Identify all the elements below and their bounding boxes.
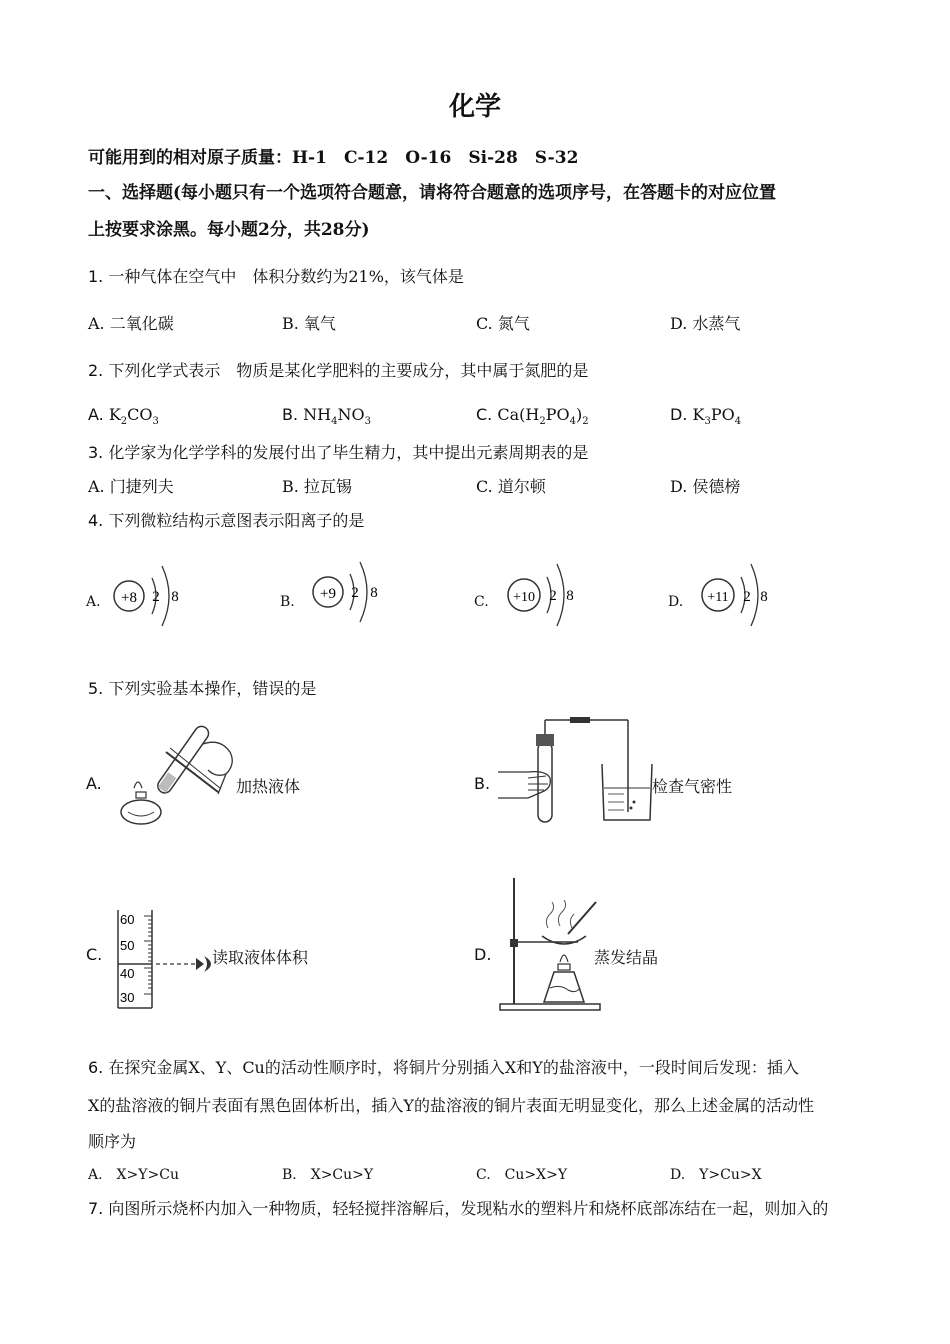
q2-option-a[interactable] xyxy=(88,405,159,427)
q3-option-d[interactable]: D. 侯德榜 xyxy=(670,477,741,496)
option-caption: 检查气密性 xyxy=(652,777,733,796)
airtightness-check-apparatus-icon xyxy=(498,712,658,832)
formula-part: Ca(H xyxy=(497,405,540,424)
page-title: 化学 xyxy=(448,92,501,122)
q6-option-a[interactable]: A. X>Y>Cu xyxy=(88,1167,179,1183)
option-label: A. xyxy=(88,405,104,424)
nucleus-charge: +10 xyxy=(513,590,535,605)
question-6-line-3: 顺序为 xyxy=(88,1132,137,1151)
option-label: A. xyxy=(86,774,102,793)
question-6 xyxy=(88,1055,799,1078)
atomic-masses: 可能用到的相对原子质量：H-1 C-12 O-16 Si-28 S-32 xyxy=(88,148,579,168)
tick-label-50: 50 xyxy=(120,938,135,953)
option-label: C. xyxy=(86,945,103,964)
question-number: 2. xyxy=(88,361,104,380)
tick-label-40: 40 xyxy=(120,966,135,981)
formula-part: CO xyxy=(127,405,153,424)
formula-subscript: 3 xyxy=(704,416,711,428)
question-1 xyxy=(88,264,464,287)
formula-subscript: 4 xyxy=(331,416,338,428)
option-caption: 蒸发结晶 xyxy=(594,948,659,967)
question-2 xyxy=(88,358,588,381)
option-caption: 读取液体体积 xyxy=(212,948,309,967)
question-text: 一种气体在空气中 体积分数约为21%，该气体是 xyxy=(108,267,464,286)
q5-option-b[interactable] xyxy=(474,712,764,832)
question-text: 下列化学式表示 物质是某化学肥料的主要成分，其中属于氮肥的是 xyxy=(108,361,589,380)
question-4 xyxy=(88,508,364,531)
electron-count-shell-2: 8 xyxy=(566,588,574,604)
q1-option-d[interactable]: D. 水蒸气 xyxy=(670,314,741,333)
q3-option-c[interactable]: C. 道尔顿 xyxy=(476,477,546,496)
q5-option-c[interactable] xyxy=(86,908,346,1018)
q5-option-d[interactable] xyxy=(474,876,694,1016)
atom-diagram-icon xyxy=(280,552,390,642)
formula-subscript: 2 xyxy=(582,416,589,428)
q5-option-a[interactable] xyxy=(86,712,326,832)
q3-option-b[interactable]: B. 拉瓦锡 xyxy=(282,477,352,496)
q1-option-a[interactable]: A. 二氧化碳 xyxy=(88,314,174,333)
formula-subscript: 2 xyxy=(120,416,128,428)
formula-subscript: 3 xyxy=(364,416,371,428)
question-text: 下列微粒结构示意图表示阳离子的是 xyxy=(108,511,365,530)
option-label: A. xyxy=(86,594,101,610)
electron-count-shell-1: 2 xyxy=(743,589,751,605)
question-text-line-1: 在探究金属X、Y、Cu的活动性顺序时，将铜片分别插入X和Y的盐溶液中，一段时间后发现：插入 xyxy=(108,1058,799,1077)
question-number: 5. xyxy=(88,679,104,698)
formula-part: K xyxy=(108,405,121,424)
formula-part: ) xyxy=(575,405,583,424)
q6-option-d[interactable]: D. Y>Cu>X xyxy=(670,1167,762,1183)
atom-diagram-icon xyxy=(86,552,196,642)
electron-count-shell-1: 2 xyxy=(152,589,160,605)
question-7 xyxy=(88,1196,828,1219)
q6-option-c[interactable]: C. Cu>X>Y xyxy=(476,1167,568,1183)
evaporation-apparatus-icon xyxy=(498,876,608,1016)
formula-part: NH xyxy=(303,405,332,424)
question-6-line-2: X的盐溶液的铜片表面有黑色固体析出，插入Y的盐溶液的铜片表面无明显变化，那么上述金属的活动性 xyxy=(88,1096,814,1115)
question-number: 4. xyxy=(88,511,104,530)
nucleus-charge: +8 xyxy=(121,590,137,606)
option-label: D. xyxy=(670,405,688,424)
option-label: C. xyxy=(474,594,489,610)
q6-option-b[interactable]: B. X>Cu>Y xyxy=(282,1167,374,1183)
option-label: B. xyxy=(280,594,295,610)
electron-count-shell-1: 2 xyxy=(549,588,557,604)
q4-option-c[interactable] xyxy=(474,552,584,642)
formula-subscript: 2 xyxy=(539,416,546,428)
question-5 xyxy=(88,676,316,699)
option-label: D. xyxy=(668,594,684,610)
heating-liquid-apparatus-icon xyxy=(108,712,248,832)
atom-diagram-icon xyxy=(668,552,778,642)
atom-diagram-icon xyxy=(474,552,584,642)
q2-option-d[interactable] xyxy=(670,405,741,427)
question-text: 下列实验基本操作，错误的是 xyxy=(108,679,317,698)
formula-part: PO xyxy=(545,405,570,424)
formula-part: K xyxy=(692,405,705,424)
q4-option-a[interactable] xyxy=(86,552,196,642)
section-heading-line-1: 一、选择题(每小题只有一个选项符合题意，请将符合题意的选项序号，在答题卡的对应位置 xyxy=(88,183,777,203)
formula-subscript: 3 xyxy=(152,416,159,428)
option-label: D. xyxy=(474,945,492,964)
q1-option-b[interactable]: B. 氧气 xyxy=(282,314,336,333)
section-heading-line-2: 上按要求涂黑。每小题2分，共28分) xyxy=(88,220,370,240)
question-text: 化学家为化学学科的发展付出了毕生精力，其中提出元素周期表的是 xyxy=(108,443,589,462)
formula-subscript: 4 xyxy=(569,416,576,428)
question-number: 1. xyxy=(88,267,104,286)
question-3 xyxy=(88,440,588,463)
electron-count-shell-2: 8 xyxy=(760,589,768,605)
option-label: C. xyxy=(476,405,493,424)
electron-count-shell-2: 8 xyxy=(171,589,179,605)
question-number: 3. xyxy=(88,443,104,462)
formula-part: PO xyxy=(710,405,735,424)
option-caption: 加热液体 xyxy=(236,777,301,796)
question-number: 6. xyxy=(88,1058,104,1077)
q3-option-a[interactable]: A. 门捷列夫 xyxy=(88,477,174,496)
option-label: B. xyxy=(474,774,491,793)
q1-option-c[interactable]: C. 氮气 xyxy=(476,314,530,333)
option-label: B. xyxy=(282,405,299,424)
q2-option-b[interactable] xyxy=(282,405,371,427)
formula-part: NO xyxy=(337,405,365,424)
q2-option-c[interactable] xyxy=(476,405,589,427)
nucleus-charge: +9 xyxy=(320,586,336,602)
question-number: 7. xyxy=(88,1199,104,1218)
question-text: 向图所示烧杯内加入一种物质，轻轻搅拌溶解后，发现粘水的塑料片和烧杯底部冻结在一起，则加入的 xyxy=(108,1199,829,1218)
q4-option-b[interactable] xyxy=(280,552,390,642)
tick-label-30: 30 xyxy=(120,990,135,1005)
nucleus-charge: +11 xyxy=(707,590,729,605)
electron-count-shell-1: 2 xyxy=(351,585,359,601)
tick-label-60: 60 xyxy=(120,912,135,927)
electron-count-shell-2: 8 xyxy=(370,585,378,601)
formula-subscript: 4 xyxy=(734,416,742,428)
q4-option-d[interactable] xyxy=(668,552,778,642)
